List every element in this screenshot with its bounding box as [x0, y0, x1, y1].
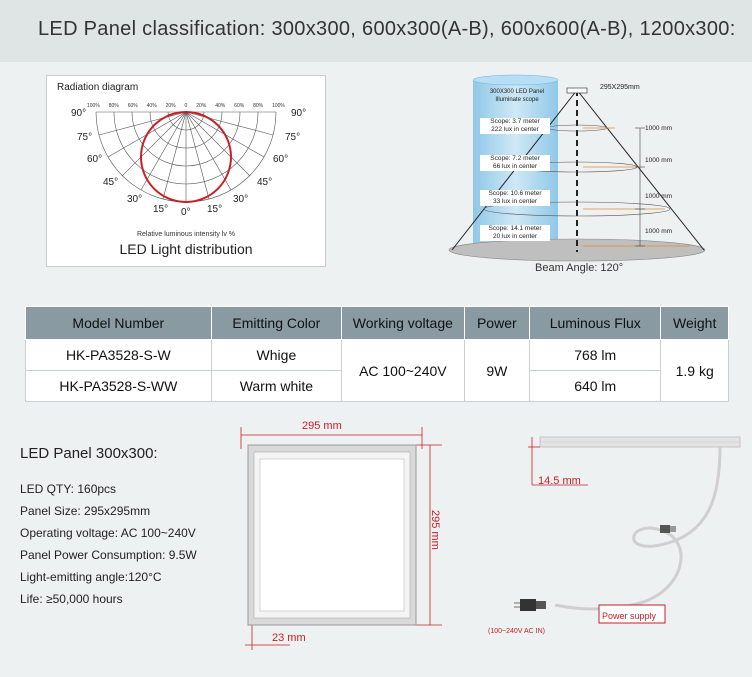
beam-diagram — [440, 70, 730, 285]
height-dimension: 295 mm — [429, 510, 441, 550]
width-dimension: 295 mm — [302, 420, 342, 432]
col-power: Power — [464, 307, 529, 340]
angle-label: 30° — [127, 194, 143, 205]
table-row — [26, 340, 729, 371]
radiation-title: Radiation diagram — [57, 82, 139, 93]
spec-voltage: Operating voltage: AC 100~240V — [20, 526, 196, 540]
radiation-caption: LED Light distribution — [119, 241, 253, 257]
radiation-subtitle: Relative luminous intensity lv % — [136, 231, 236, 238]
spec-list — [20, 445, 240, 610]
angle-label: 90° — [71, 108, 87, 119]
plug-icon — [520, 599, 536, 611]
angle-label: 60° — [273, 154, 289, 165]
table-header-row — [26, 307, 729, 340]
scope-label: Scope: 3.7 meter 222 lux in center — [480, 118, 550, 134]
tick-label: 0 — [184, 103, 188, 109]
cell-model: HK-PA3528-S-WW — [26, 371, 212, 402]
scope-label: Scope: 7.2 meter 66 lux in center — [480, 155, 550, 171]
angle-label: 45° — [257, 177, 273, 188]
size-label: 295X295mm — [600, 84, 640, 91]
spec-power: Panel Power Consumption: 9.5W — [20, 548, 197, 562]
angle-label: 15° — [207, 204, 223, 215]
power-supply-label: Power supply — [602, 611, 657, 621]
page-title: LED Panel classification: 300x300, 600x300(A-B), 600x600(A-B), 1200x300: — [38, 18, 736, 40]
thickness-dimension: 14.5 mm — [538, 475, 581, 487]
col-color: Emitting Color — [211, 307, 341, 340]
cell-color: Whige — [211, 340, 341, 371]
input-label: (100~240V AC IN) — [488, 628, 546, 635]
panel-drawing — [230, 415, 460, 655]
power-cable — [555, 447, 720, 609]
spec-table — [25, 306, 729, 402]
tick-label: 60% — [234, 103, 245, 109]
col-flux: Luminous Flux — [530, 307, 661, 340]
panel-icon — [567, 88, 587, 93]
angle-label: 30° — [233, 194, 249, 205]
angle-label: 60° — [87, 154, 103, 165]
distance-label: 1000 mm — [645, 193, 673, 200]
cell-flux: 768 lm — [530, 340, 661, 371]
angle-label: 0° — [181, 207, 191, 218]
panel-label: 300X300 LED Panel Illuminate scope — [489, 89, 545, 103]
angle-label: 90° — [291, 108, 307, 119]
tick-label: 40% — [215, 103, 226, 109]
tick-label: 60% — [127, 103, 138, 109]
angle-label: 75° — [285, 132, 301, 143]
col-model: Model Number — [26, 307, 212, 340]
polar-grid — [96, 112, 276, 202]
cell-color: Warm white — [211, 371, 341, 402]
tick-label: 100% — [272, 103, 285, 109]
beam-angle-label: Beam Angle: 120° — [535, 262, 624, 274]
tick-label: 40% — [146, 103, 157, 109]
distance-label: 1000 mm — [645, 228, 673, 235]
angle-label: 75° — [77, 132, 93, 143]
cell-voltage: AC 100~240V — [342, 340, 464, 402]
scope-label: Scope: 10.6 meter 33 lux in center — [480, 190, 550, 206]
col-voltage: Working voltage — [342, 307, 464, 340]
percent-ticks — [87, 103, 285, 109]
scope-label: Scope: 14.1 meter 20 lux in center — [480, 225, 550, 241]
spec-qty: LED QTY: 160pcs — [20, 482, 117, 496]
spec-angle: Light-emitting angle:120°C — [20, 570, 162, 584]
cell-model: HK-PA3528-S-W — [26, 340, 212, 371]
angle-label: 45° — [103, 177, 119, 188]
radiation-diagram — [46, 75, 326, 267]
spec-size: Panel Size: 295x295mm — [20, 504, 151, 518]
tick-label: 80% — [253, 103, 264, 109]
cell-flux: 640 lm — [530, 371, 661, 402]
tick-label: 20% — [165, 103, 176, 109]
tick-label: 80% — [108, 103, 119, 109]
spec-list-title: LED Panel 300x300: — [20, 445, 158, 462]
cell-weight: 1.9 kg — [661, 340, 729, 402]
distance-label: 1000 mm — [645, 157, 673, 164]
col-weight: Weight — [661, 307, 729, 340]
cell-power: 9W — [464, 340, 529, 402]
spec-life: Life: ≥50,000 hours — [20, 592, 123, 606]
distance-label: 1000 mm — [645, 125, 673, 132]
frame-dimension: 23 mm — [272, 632, 306, 644]
tick-label: 20% — [196, 103, 207, 109]
tick-label: 100% — [87, 103, 100, 109]
angle-label: 15° — [153, 204, 169, 215]
